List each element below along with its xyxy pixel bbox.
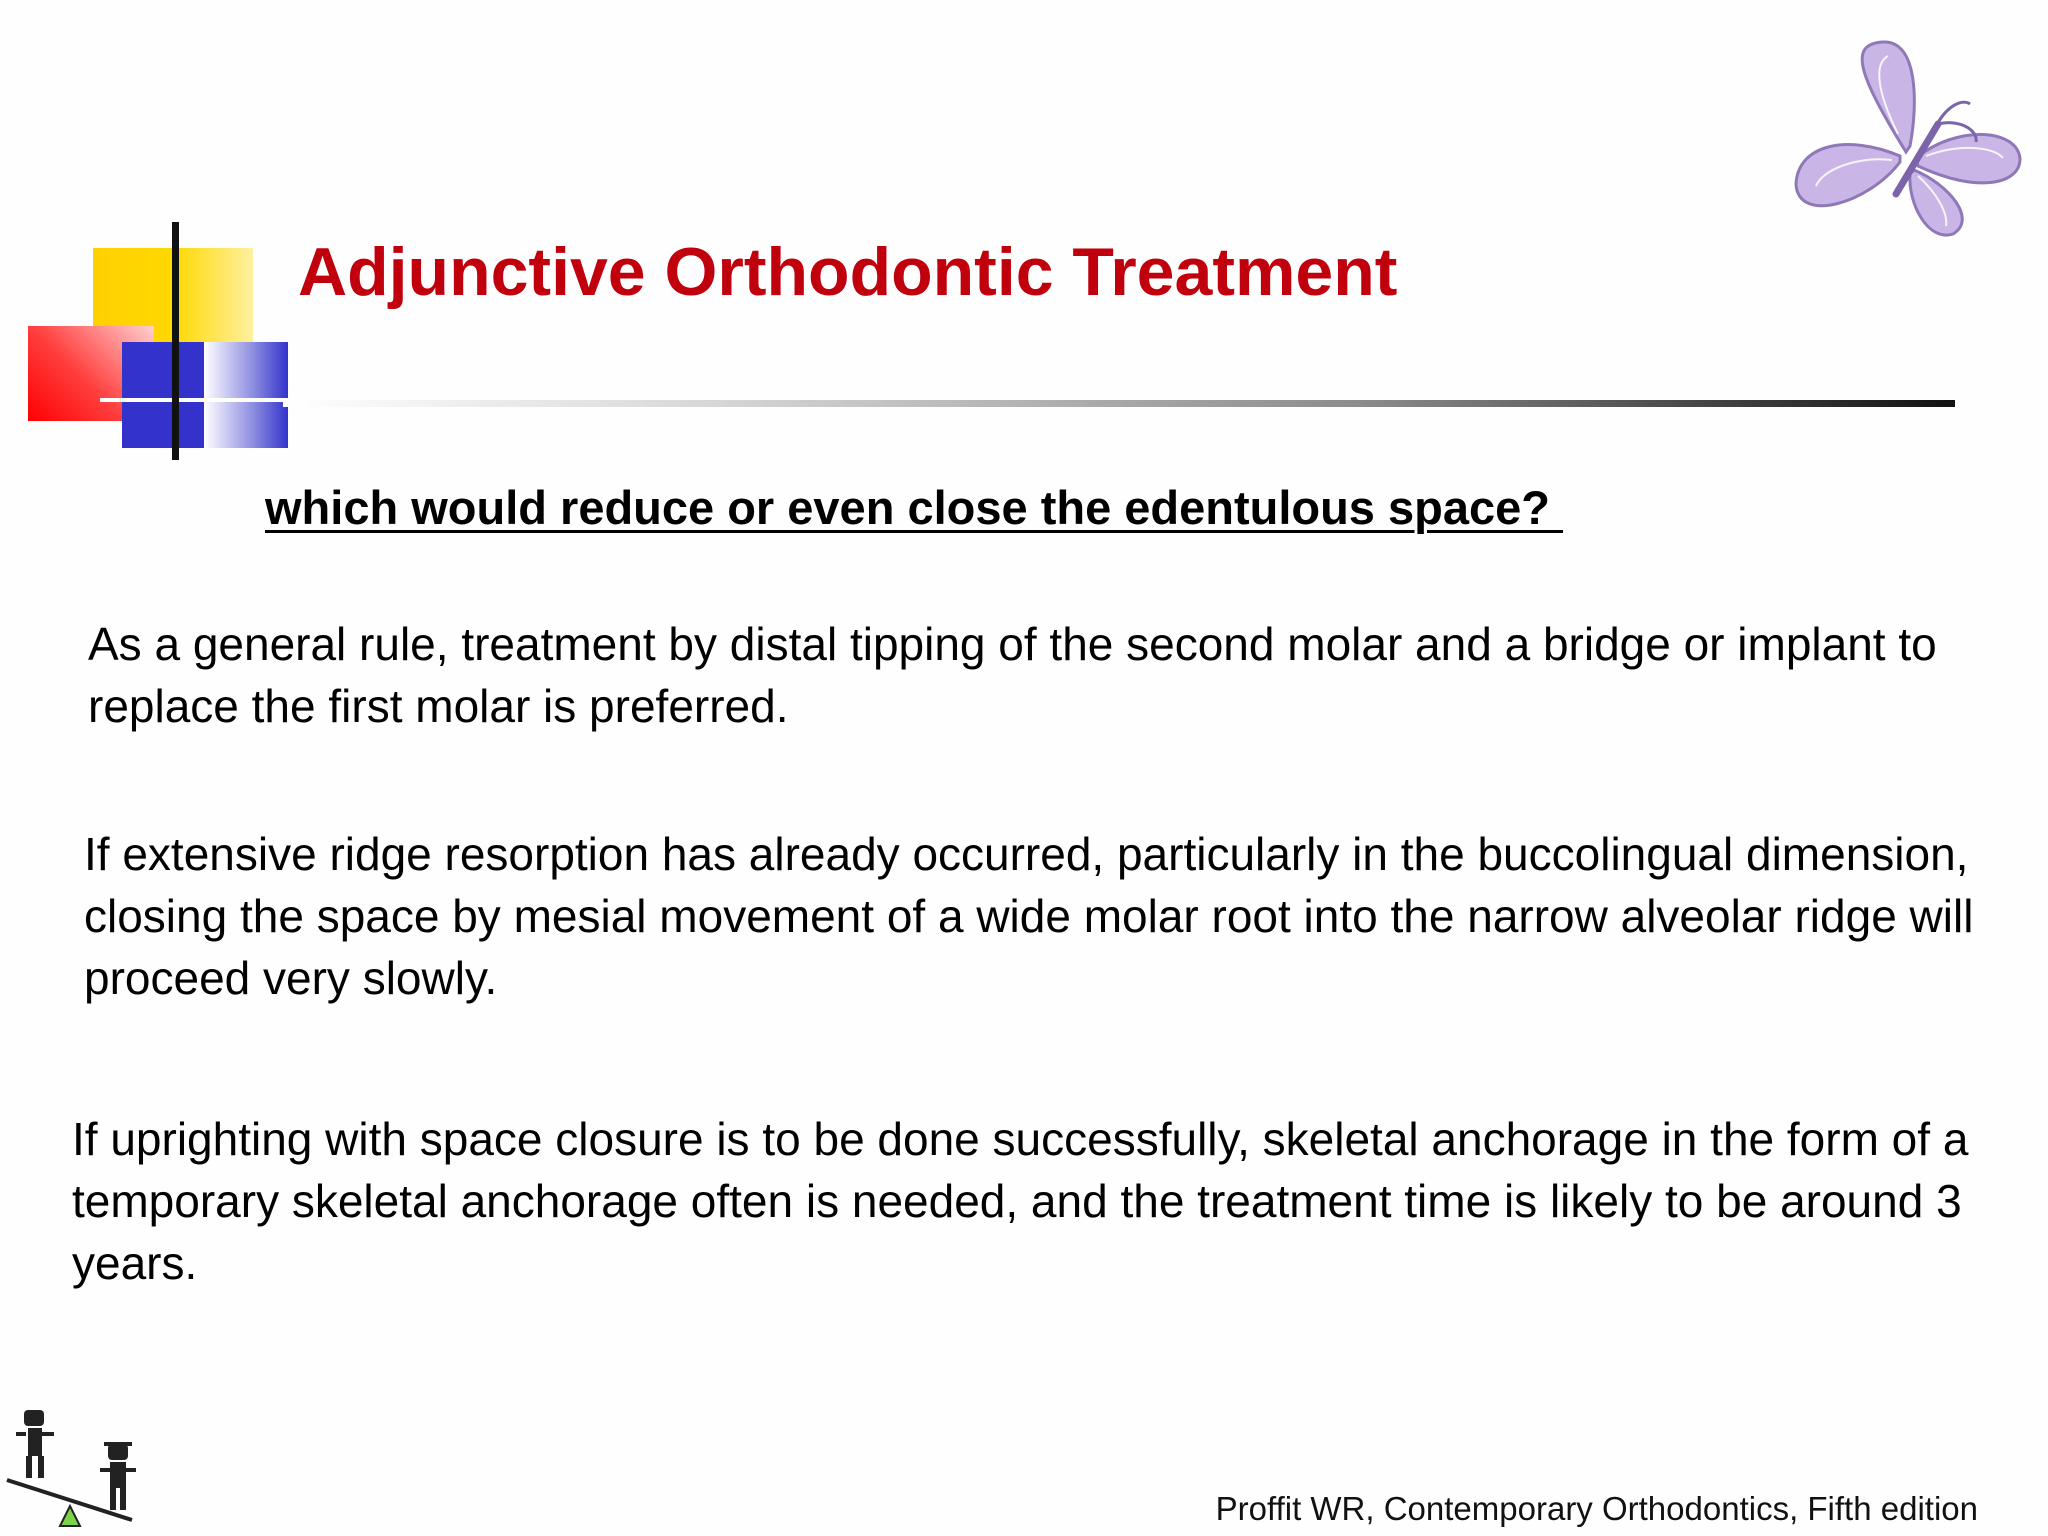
decor-vertical-line [172, 222, 179, 460]
decor-blue-gradient-square [204, 342, 288, 448]
slide-question: which would reduce or even close the edentulous space? [265, 481, 1564, 534]
citation-source: Proffit WR, Contemporary Orthodontics, Fifth edition [1215, 1490, 1978, 1527]
butterfly-icon [1788, 34, 2028, 244]
decor-blue-square [122, 342, 204, 448]
decor-white-stripe [100, 398, 290, 402]
paragraph-skeletal-anchorage: If uprighting with space closure is to be done successfully, skeletal anchorage in the form of a temporary skeletal anchorage often is needed, and the treatment time is likely to be around 3 years. [72, 1113, 1969, 1289]
paragraph-general-rule: As a general rule, treatment by distal tipping of the second molar and a bridge or implant to replace the first molar is preferred. [88, 618, 1937, 732]
title-underline-rule [283, 400, 1955, 407]
paragraph-ridge-resorption: If extensive ridge resorption has already occurred, particularly in the buccolingual dimension, closing the space by mesial movement of a wide molar root into the narrow alveolar ridge will proceed very slowly. [84, 828, 1974, 1004]
seesaw-figures-icon [2, 1402, 142, 1532]
slide-title: Adjunctive Orthodontic Treatment [298, 234, 1398, 310]
